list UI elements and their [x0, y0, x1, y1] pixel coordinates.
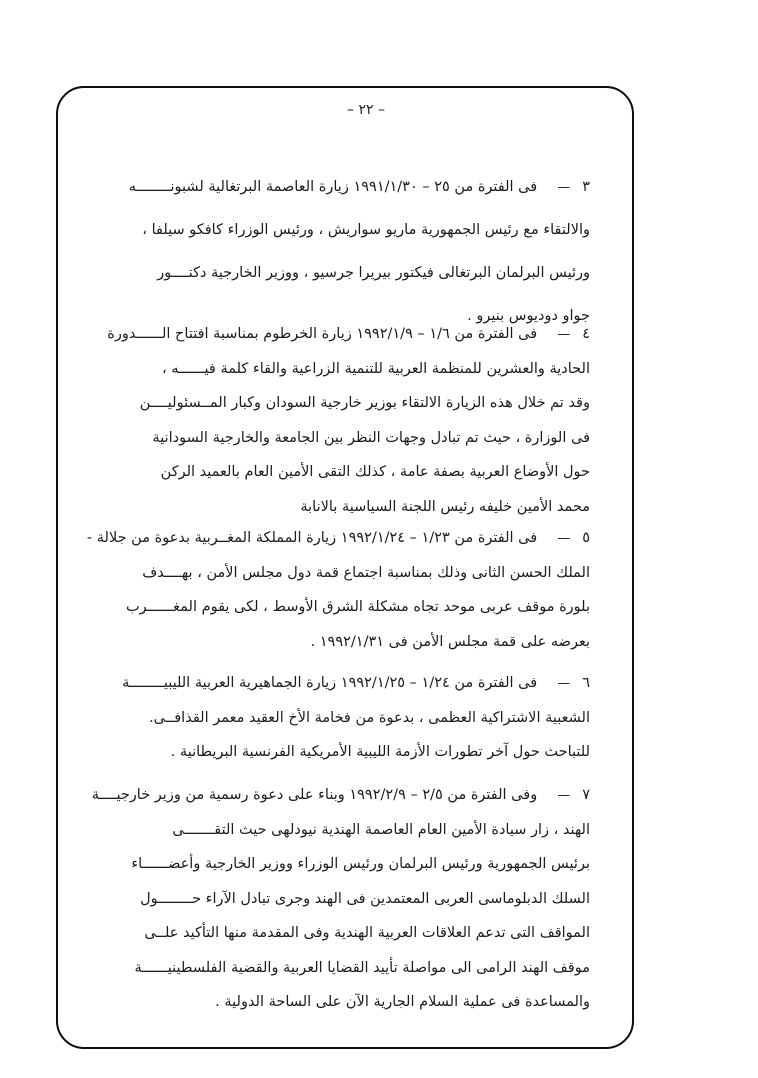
paragraph-line: الشعبية الاشتراكية العظمى ، بدعوة من فخامة الأخ العقيد معمر القذافــى.	[149, 709, 590, 726]
paragraph-line: برئيس الجمهورية ورئيس البرلمان ورئيس الوزراء ووزير الخارجية وأعضــــــاء	[131, 856, 590, 872]
paragraph-number: ٥	[582, 530, 590, 546]
paragraph-line	[88, 666, 590, 701]
paragraph	[88, 166, 590, 338]
paragraph-text: وفى الفترة من ٢/٥ – ١٩٩٢/٢/٩ وبناء على دعوة رسمية من وزير خارجيــــة	[91, 787, 538, 803]
paragraph-line: المواقف التى تدعم العلاقات العربية الهندية وفى المقدمة منها التأكيد علــى	[144, 925, 590, 941]
paragraph-line: والالتقاء مع رئيس الجمهورية ماريو سواريش ، ورئيس الوزراء كافكو سيلفا ،	[142, 222, 590, 238]
paragraph-line: الحادية والعشرين للمنظمة العربية للتنمية الزراعية والقاء كلمة فيــــــه ،	[162, 360, 590, 377]
paragraph-line: الملك الحسن الثانى وذلك بمناسبة اجتماع قمة دول مجلس الأمن ، بهــــدف	[142, 564, 590, 581]
paragraph-text: فى الفترة من ١/٦ – ١٩٩٢/١/٩ زيارة الخرطوم بمناسبة افتتاح الــــــدورة	[107, 326, 538, 342]
paragraph-dash: —	[557, 180, 571, 195]
paragraph-line: السلك الدبلوماسى العربى المعتمدين فى الهند وجرى تبادل الآراء حــــــــول	[140, 890, 590, 907]
paragraph	[88, 778, 590, 1020]
paragraph-line: فى الوزارة ، حيث تم تبادل وجهات النظر بين الجامعة والخارجية السودانية	[152, 429, 590, 446]
paragraph-line: للتباحث حول آخر تطورات الأزمة الليبية الأمريكية الفرنسية البريطانية .	[170, 744, 590, 760]
paragraph-line: بعرضه على قمة مجلس الأمن فى ١٩٩٢/١/٣١ .	[310, 633, 590, 650]
paragraph-line: الهند ، زار سيادة الأمين العام العاصمة الهندية نيودلهى حيث التقـــــــى	[172, 821, 590, 838]
paragraph-text: فى الفترة من ٢٥ – ١٩٩١/١/٣٠ زيارة العاصمة البرتغالية لشبونــــــــه	[128, 179, 538, 195]
paragraph-text: فى الفترة من ١/٢٤ – ١٩٩٢/١/٢٥ زيارة الجماهيرية العربية الليبيــــــــة	[122, 675, 538, 691]
paragraph-line: وقد تم خلال هذه الزيارة الالتقاء بوزير خارجية السودان وكبار المــسئوليــــن	[139, 395, 590, 411]
paragraph-number: ٦	[582, 675, 590, 691]
paragraph-line	[88, 778, 590, 813]
paragraph-dash: —	[557, 788, 571, 803]
paragraph-dash: —	[557, 327, 571, 342]
paragraph-line: ورئيس البرلمان البرتغالى فيكتور بيريرا جرسيو ، ووزير الخارجية دكتــــور	[157, 265, 590, 281]
paragraph-line: موقف الهند الرامى الى مواصلة تأييد القضايا العربية والقضية الفلسطينيــــــة	[134, 959, 590, 976]
paragraph-line: والمساعدة فى عملية السلام الجارية الآن على الساحة الدولية .	[215, 994, 590, 1010]
paragraph	[88, 521, 590, 659]
paragraph-line: جواو دوديوس بنيرو .	[467, 308, 590, 324]
paragraph-dash: —	[557, 531, 571, 546]
paragraph-line: بلورة موقف عربى موحد تجاه مشكلة الشرق الأوسط ، لكى يقوم المغــــــرب	[126, 599, 590, 615]
paragraph-line	[88, 166, 590, 209]
page-number: – ٢٢ –	[347, 102, 385, 118]
paragraph-dash: —	[557, 676, 571, 691]
paragraph-line: حول الأوضاع العربية بصفة عامة ، كذلك التقى الأمين العام بالعميد الركن	[160, 464, 590, 480]
paragraph-number: ٤	[582, 326, 590, 342]
paragraph-line	[88, 521, 590, 556]
paragraph-number: ٧	[582, 787, 590, 803]
paragraph-text: فى الفترة من ١/٢٣ – ١٩٩٢/١/٢٤ زيارة المملكة المغــربية بدعوة من جلالة -	[86, 530, 538, 546]
paragraph-line: محمد الأمين خليفه رئيس اللجنة السياسية بالانابة	[300, 498, 590, 515]
paragraph	[88, 666, 590, 770]
paragraph	[88, 317, 590, 524]
paragraph-line	[88, 317, 590, 352]
paragraph-number: ٣	[582, 179, 590, 195]
